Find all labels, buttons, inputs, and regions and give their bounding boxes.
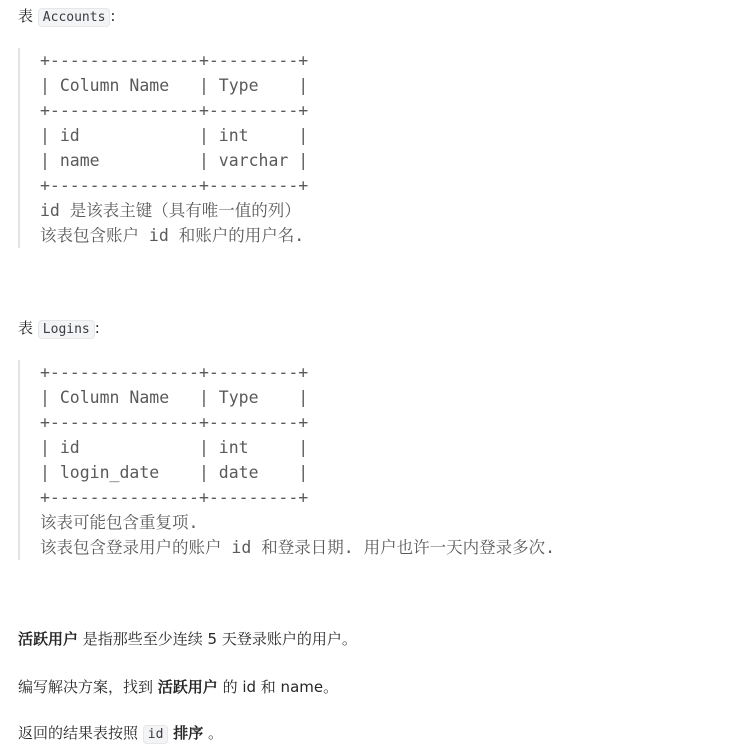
schema-note: 该表可能包含重复项. [40,513,199,532]
table2-heading: 表 Logins : [18,319,100,337]
order-column-code: id [143,725,169,744]
schema-line: | Column Name | Type | [40,388,309,407]
schema-line: +---------------+---------+ [40,363,309,382]
table1-name: Accounts [38,8,111,27]
schema-note: id 是该表主键（具有唯一值的列） [40,201,301,220]
schema-line: | Column Name | Type | [40,76,309,95]
active-user-definition: 活跃用户 是指那些至少连续 5 天登录账户的用户。 [18,630,357,648]
table1-schema [40,48,308,248]
task-statement: 编写解决方案，找到 活跃用户 的 id 和 name。 [18,678,339,696]
schema-line: +---------------+---------+ [40,101,309,120]
schema-line: | login_date | date | [40,463,309,482]
schema-note: 该表包含登录用户的账户 id 和登录日期. 用户也许一天内登录多次. [40,538,556,557]
table2-schema-block [18,360,555,560]
schema-line: +---------------+---------+ [40,176,309,195]
table1-schema-block [18,48,308,248]
schema-line: +---------------+---------+ [40,413,309,432]
schema-note: 该表包含账户 id 和账户的用户名. [40,226,305,245]
schema-line: | id | int | [40,438,309,457]
schema-line: | id | int | [40,126,309,145]
schema-line: +---------------+---------+ [40,51,309,70]
table2-schema [40,360,555,560]
schema-line: +---------------+---------+ [40,488,309,507]
schema-line: | name | varchar | [40,151,309,170]
order-statement: 返回的结果表按照 id 排序 。 [18,724,224,742]
table1-heading: 表 Accounts : [18,7,116,25]
table2-name: Logins [38,320,95,339]
